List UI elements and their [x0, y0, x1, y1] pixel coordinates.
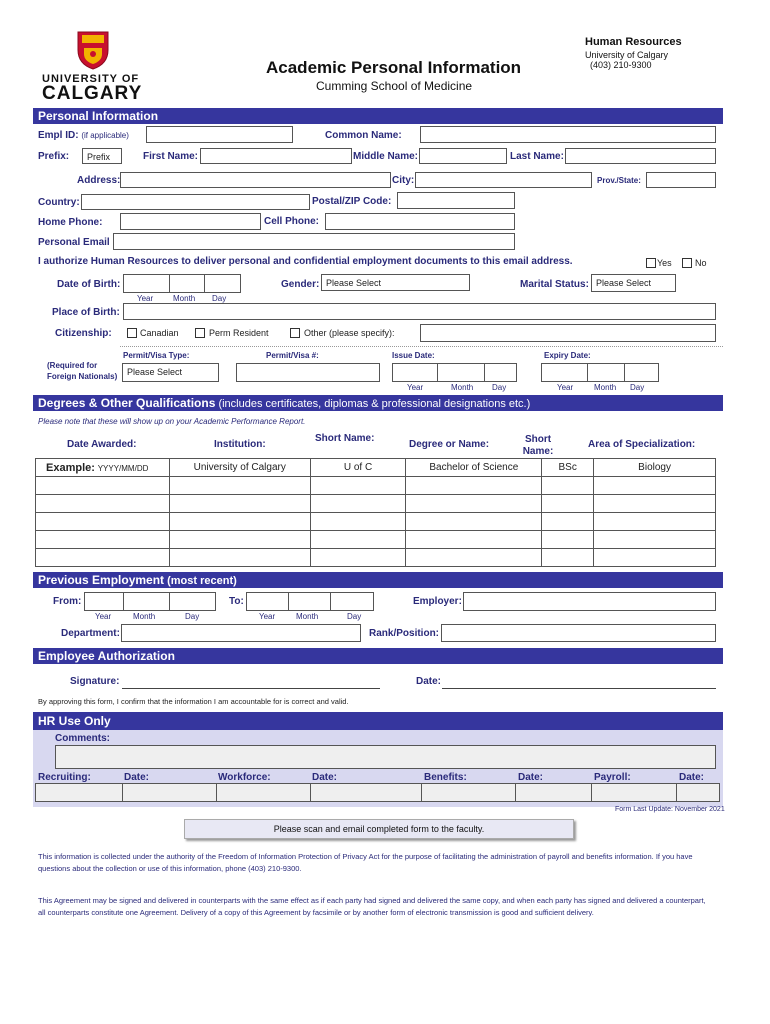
expiry-year-caption: Year: [557, 383, 574, 392]
table-row[interactable]: [36, 495, 716, 513]
hr-dept-org: University of Calgary: [585, 50, 669, 60]
col-short-name-2: Short Name:: [522, 434, 554, 457]
example-date-cell: [36, 459, 170, 477]
from-year-field[interactable]: [84, 592, 124, 611]
perm-resident-checkbox[interactable]: [195, 328, 205, 338]
payroll-label: Payroll:: [594, 772, 631, 783]
dob-year-caption: Year: [137, 294, 154, 303]
marital-status-select[interactable]: Please Select: [591, 274, 676, 292]
privacy-notice: This information is collected under the authority of the Freedom of Information Protection of Privacy Act for the purpose of facilitating the administration of payroll and benefits information. If you have questions about the collection or use of this information, phone (403) 210-9300.: [38, 852, 693, 873]
hr-date1-label: Date:: [124, 772, 150, 783]
scan-note-text: Please scan and email completed form to the faculty.: [273, 824, 485, 834]
hr-dept-phone: (403) 210-9300: [590, 60, 652, 70]
signature-line[interactable]: [122, 688, 380, 689]
col-specialization: Area of Specialization:: [588, 439, 696, 450]
benefits-label: Benefits:: [424, 772, 467, 783]
table-row[interactable]: [36, 784, 720, 802]
expiry-date-day-field[interactable]: [624, 363, 659, 382]
authorize-no-checkbox[interactable]: [682, 258, 692, 268]
middle-name-label: Middle Name:: [353, 151, 419, 162]
common-name-field[interactable]: [420, 126, 716, 143]
university-logo: [40, 30, 145, 105]
department-label: Department:: [61, 628, 120, 639]
first-name-field[interactable]: [200, 148, 352, 164]
hr-date3-label: Date:: [518, 772, 544, 783]
issue-year-caption: Year: [407, 383, 424, 392]
marital-status-label: Marital Status:: [520, 279, 589, 290]
to-year-field[interactable]: [246, 592, 289, 611]
country-label: Country:: [38, 197, 80, 208]
cell-phone-field[interactable]: [325, 213, 515, 230]
employer-label: Employer:: [413, 596, 462, 607]
empl-id-label: [38, 130, 129, 141]
table-row[interactable]: [36, 549, 716, 567]
authorize-no-label: No: [695, 258, 707, 268]
hr-date4-label: Date:: [679, 772, 705, 783]
permit-number-field[interactable]: [236, 363, 380, 382]
issue-date-year-field[interactable]: [392, 363, 438, 382]
dob-month-caption: Month: [173, 294, 196, 303]
example-date: YYYY/MM/DD: [97, 463, 149, 473]
permit-type-select[interactable]: Please Select: [122, 363, 219, 382]
divider-dotted: [120, 346, 723, 347]
example-specialization: Biology: [594, 459, 716, 477]
dob-label: Date of Birth:: [57, 279, 121, 290]
recruiting-label: Recruiting:: [38, 772, 91, 783]
citizenship-label: Citizenship:: [55, 328, 112, 339]
middle-name-field[interactable]: [419, 148, 507, 164]
section-personal-title: Personal Information: [38, 109, 159, 123]
department-field[interactable]: [121, 624, 361, 642]
auth-date-line[interactable]: [442, 688, 716, 689]
signature-label: Signature:: [70, 676, 120, 687]
section-degrees-note: (includes certificates, diplomas & professional designations etc.): [215, 398, 531, 410]
expiry-month-caption: Month: [594, 383, 617, 392]
prefix-label: Prefix:: [38, 151, 70, 162]
postal-label: Postal/ZIP Code:: [312, 196, 392, 207]
to-month-field[interactable]: [288, 592, 331, 611]
auth-date-label: Date:: [416, 676, 442, 687]
dob-year-field[interactable]: [123, 274, 170, 293]
prov-state-field[interactable]: [646, 172, 716, 188]
from-day-field[interactable]: [169, 592, 216, 611]
place-of-birth-field[interactable]: [123, 303, 716, 320]
permit-type-label: Permit/Visa Type:: [123, 351, 190, 360]
dob-day-caption: Day: [212, 294, 227, 303]
expiry-date-month-field[interactable]: [587, 363, 625, 382]
authorize-email-text: I authorize Human Resources to deliver personal and confidential employment documents to this email address.: [38, 256, 573, 267]
col-short-name-1: Short Name:: [315, 433, 375, 444]
table-row[interactable]: [36, 477, 716, 495]
example-short-name: U of C: [310, 459, 406, 477]
payroll-field[interactable]: [592, 784, 677, 802]
university-name-line1: UNIVERSITY OF: [42, 73, 140, 85]
to-year-caption: Year: [259, 612, 276, 621]
other-citizenship-field[interactable]: [420, 324, 716, 342]
from-month-field[interactable]: [123, 592, 170, 611]
workforce-date-field[interactable]: [310, 784, 422, 802]
scan-note-box: [184, 819, 574, 839]
col-date-awarded: Date Awarded:: [67, 439, 137, 450]
city-label: City:: [392, 175, 415, 186]
prov-state-label: Prov./State:: [597, 176, 641, 185]
section-personal-information: [33, 108, 723, 124]
table-row[interactable]: [36, 513, 716, 531]
agreement-notice: This Agreement may be signed and delivered in counterparts with the same effect as if each party had signed and delivered the same copy, and when each party has signed and delivered a counterpart, all counterparts constitute one Agreement. Delivery of a copy of this Agreement by facsimile or by another form of electronic transmission is good and sufficient delivery.: [38, 896, 706, 917]
to-month-caption: Month: [296, 612, 319, 621]
place-of-birth-label: Place of Birth:: [52, 307, 120, 318]
cell-phone-label: Cell Phone:: [264, 216, 320, 227]
comments-field[interactable]: [55, 745, 716, 769]
to-day-caption: Day: [347, 612, 362, 621]
issue-day-caption: Day: [492, 383, 507, 392]
authorize-yes-label: Yes: [657, 258, 672, 268]
example-short-degree: BSc: [542, 459, 594, 477]
home-phone-label: Home Phone:: [38, 217, 103, 228]
table-row-example: [36, 459, 716, 477]
canadian-label: Canadian: [140, 328, 179, 338]
first-name-label: First Name:: [143, 151, 199, 162]
hr-dept-title: Human Resources: [585, 36, 682, 48]
example-label: Example:: [46, 461, 95, 474]
postal-field[interactable]: [397, 192, 515, 209]
form-last-update: Form Last Update: November 2021: [615, 806, 725, 813]
expiry-date-year-field[interactable]: [541, 363, 588, 382]
from-label: From:: [53, 596, 82, 607]
table-row[interactable]: [36, 531, 716, 549]
permit-number-label: Permit/Visa #:: [266, 351, 319, 360]
address-label: Address:: [77, 175, 121, 186]
empl-id-note: (if applicable): [81, 131, 129, 140]
benefits-field[interactable]: [422, 784, 516, 802]
common-name-label: Common Name:: [325, 130, 402, 141]
example-degree: Bachelor of Science: [406, 459, 542, 477]
rank-position-label: Rank/Position:: [369, 628, 440, 639]
country-field[interactable]: [81, 194, 310, 210]
crest-icon: [76, 30, 110, 70]
col-institution: Institution:: [214, 439, 266, 450]
section-degrees: [33, 395, 723, 411]
authorization-statement: By approving this form, I confirm that the information I am accountable for is correct and valid.: [38, 697, 349, 706]
to-label: To:: [229, 596, 244, 607]
section-hr-title: HR Use Only: [38, 714, 111, 728]
dob-month-field[interactable]: [169, 274, 205, 293]
personal-email-field[interactable]: [113, 233, 515, 250]
section-employment-title: Previous Employment: [38, 573, 165, 587]
empl-id-field[interactable]: [146, 126, 293, 143]
issue-month-caption: Month: [451, 383, 474, 392]
expiry-day-caption: Day: [630, 383, 645, 392]
empl-id-text: Empl ID:: [38, 130, 79, 141]
from-year-caption: Year: [95, 612, 112, 621]
col-degree-name: Degree or Name:: [409, 439, 490, 450]
example-institution: University of Calgary: [169, 459, 310, 477]
from-day-caption: Day: [185, 612, 200, 621]
workforce-label: Workforce:: [218, 772, 271, 783]
degrees-table: [35, 458, 716, 567]
hr-signoff-table: [35, 783, 720, 802]
issue-date-day-field[interactable]: [484, 363, 517, 382]
expiry-date-label: Expiry Date:: [544, 351, 591, 360]
section-previous-employment: [33, 572, 723, 588]
page-subtitle: Cumming School of Medicine: [316, 79, 473, 93]
other-citizenship-checkbox[interactable]: [290, 328, 300, 338]
gender-label: Gender:: [281, 279, 320, 290]
section-degrees-title: Degrees & Other Qualifications: [38, 396, 216, 410]
recruiting-field[interactable]: [36, 784, 123, 802]
comments-label: Comments:: [55, 733, 111, 744]
issue-date-month-field[interactable]: [437, 363, 485, 382]
gender-select[interactable]: Please Select: [321, 274, 470, 291]
last-name-field[interactable]: [565, 148, 716, 164]
city-field[interactable]: [415, 172, 592, 188]
prefix-select[interactable]: Prefix: [82, 148, 122, 164]
address-field[interactable]: [120, 172, 391, 188]
section-hr-use-only: [33, 712, 723, 730]
authorize-yes-checkbox[interactable]: [646, 258, 656, 268]
recruiting-date-field[interactable]: [122, 784, 216, 802]
payroll-date-field[interactable]: [677, 784, 720, 802]
other-citizenship-label: Other (please specify):: [304, 328, 395, 338]
section-employment-note: (most recent): [164, 575, 237, 587]
hr-date2-label: Date:: [312, 772, 338, 783]
to-day-field[interactable]: [330, 592, 374, 611]
degrees-note: Please note that these will show up on your Academic Performance Report.: [38, 417, 306, 426]
from-month-caption: Month: [133, 612, 156, 621]
issue-date-label: Issue Date:: [392, 351, 435, 360]
rank-position-field[interactable]: [441, 624, 716, 642]
workforce-field[interactable]: [216, 784, 310, 802]
benefits-date-field[interactable]: [516, 784, 592, 802]
section-authorization-title: Employee Authorization: [38, 649, 175, 663]
page-title: Academic Personal Information: [266, 58, 522, 77]
dob-day-field[interactable]: [204, 274, 241, 293]
canadian-checkbox[interactable]: [127, 328, 137, 338]
home-phone-field[interactable]: [120, 213, 261, 230]
personal-email-label: Personal Email: [38, 237, 110, 248]
required-note-line2: Foreign Nationals): [47, 372, 118, 381]
perm-resident-label: Perm Resident: [209, 328, 269, 338]
section-employee-authorization: [33, 648, 723, 664]
required-note-line1: (Required for: [47, 361, 98, 370]
employer-field[interactable]: [463, 592, 716, 611]
last-name-label: Last Name:: [510, 151, 564, 162]
university-name-line2: CALGARY: [42, 83, 143, 104]
